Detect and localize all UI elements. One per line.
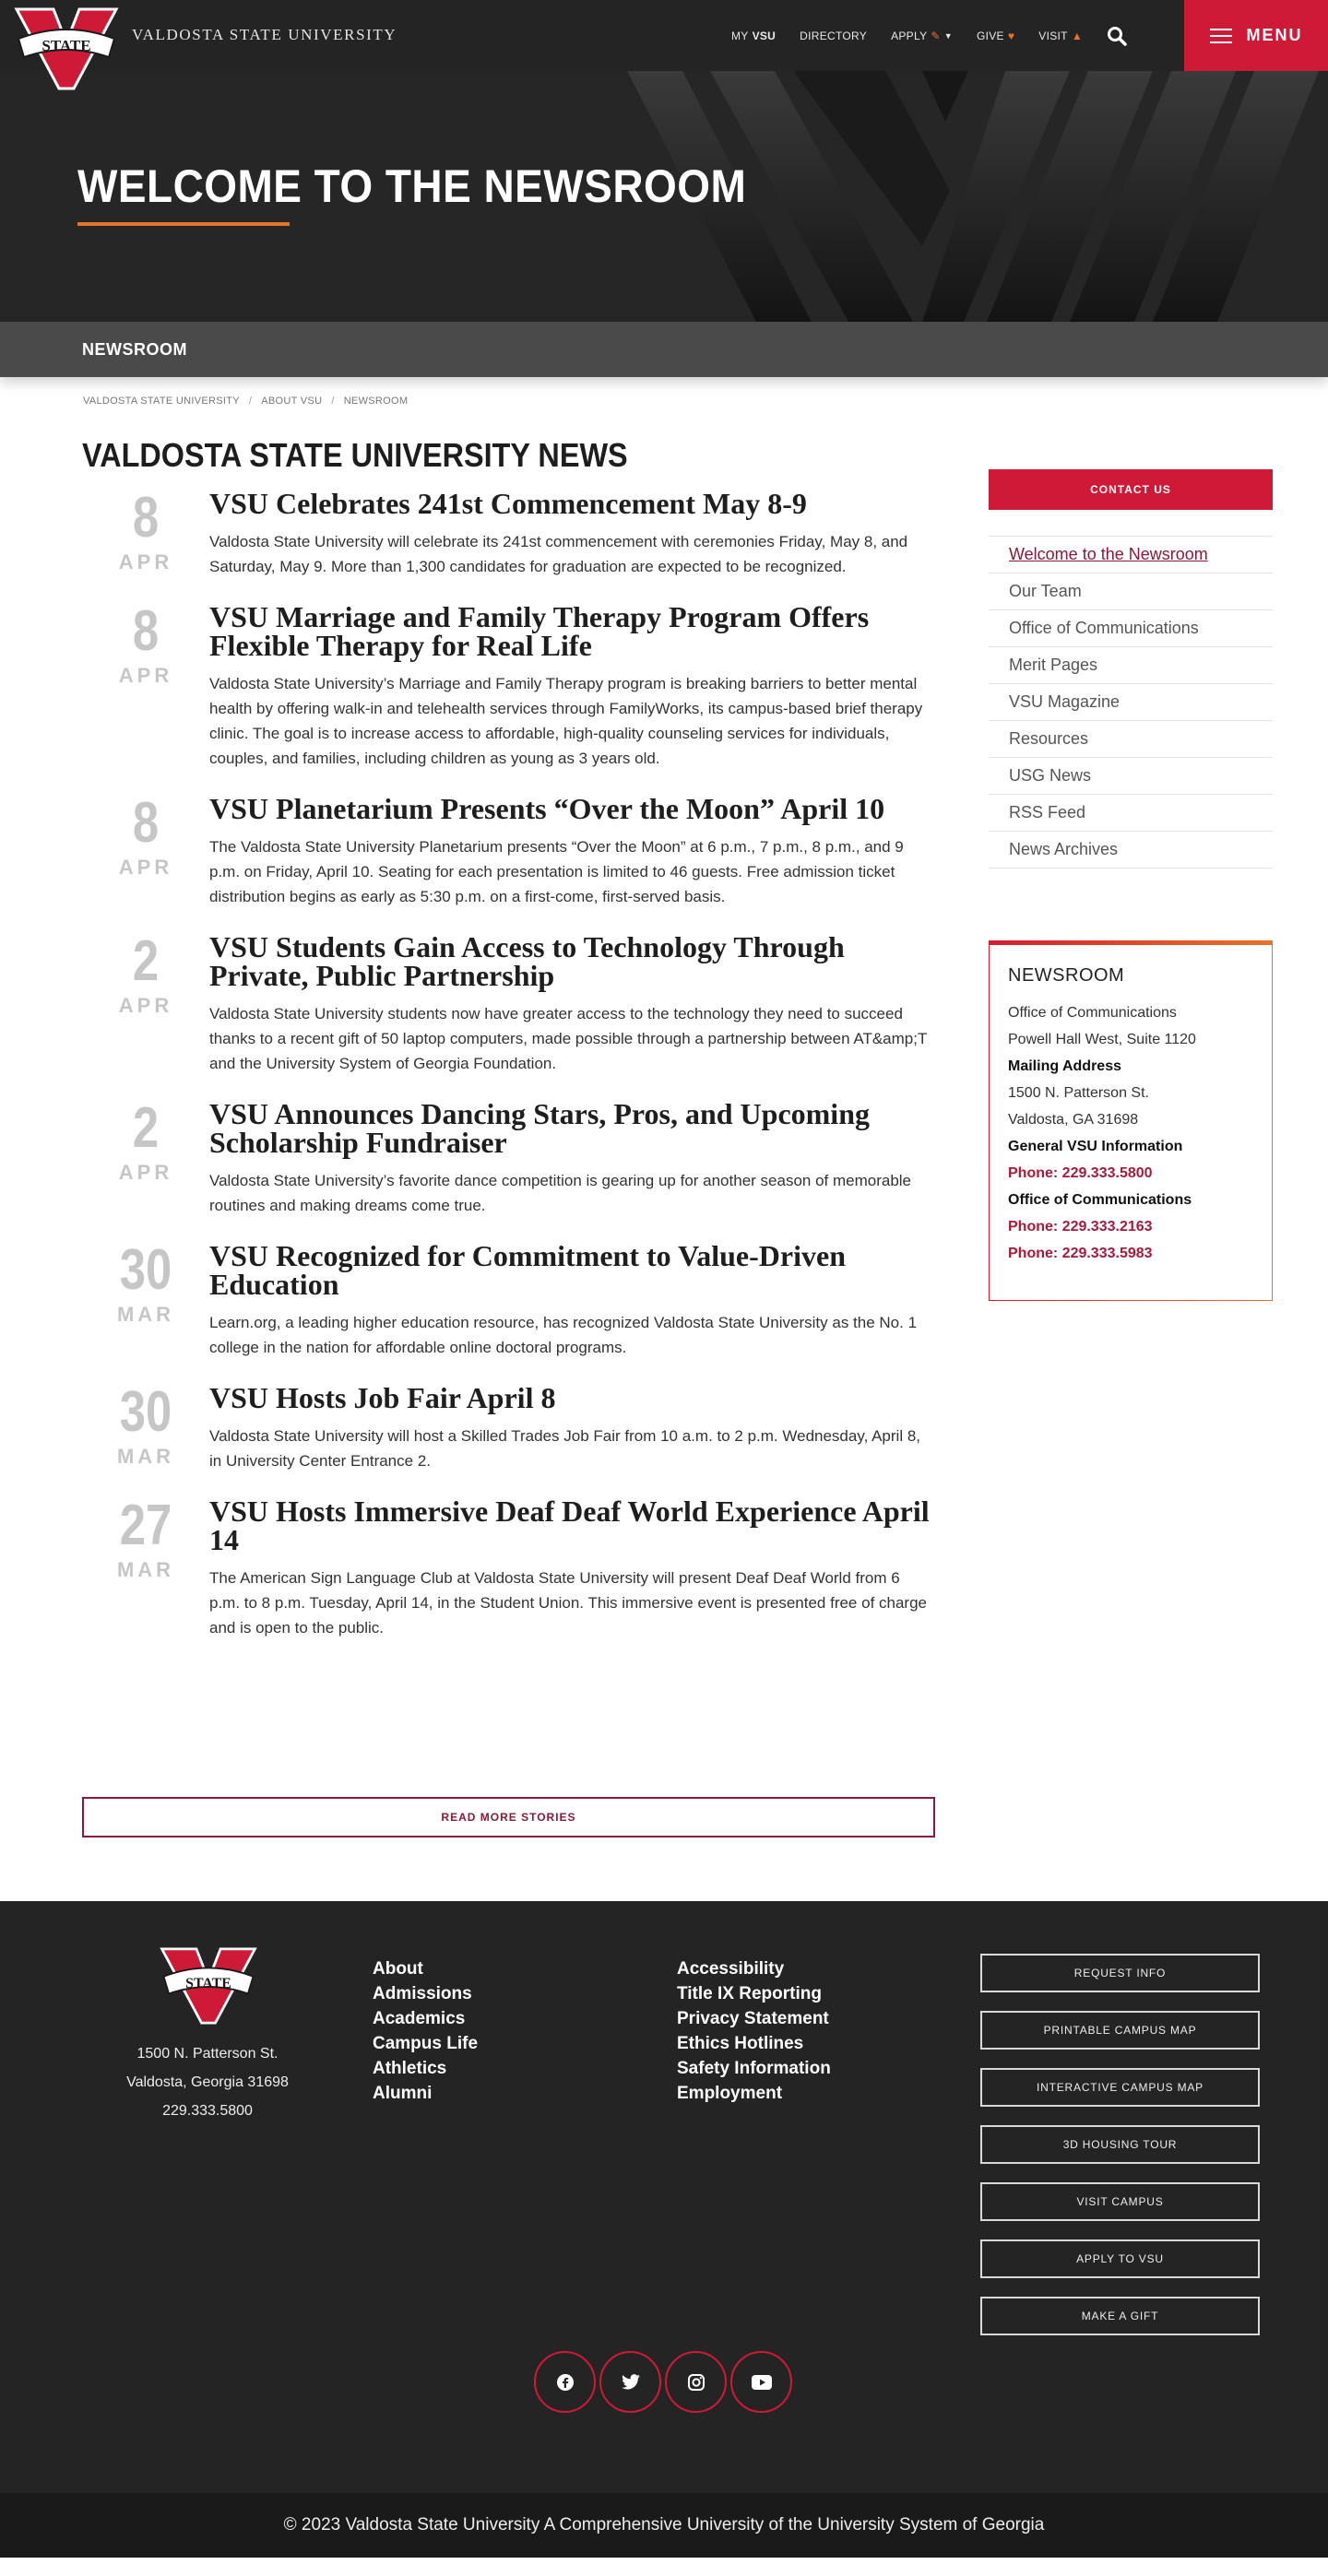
- title-underline: [77, 222, 290, 226]
- footer: [0, 1901, 1328, 2493]
- news-story: [82, 1096, 935, 1218]
- sidebar-item-our-team[interactable]: Our Team: [989, 573, 1273, 610]
- twitter-icon[interactable]: [599, 2351, 661, 2413]
- story-teaser: The American Sign Language Club at Valdosta State University will present Deaf Deaf World from 6 p.m. to 8 p.m. Tuesday, April 14, in the Student Union. This immersive event is presented free of charge and is open to the public.: [209, 1569, 927, 1637]
- university-name[interactable]: VALDOSTA STATE UNIVERSITY: [132, 26, 397, 43]
- page-title: WELCOME TO THE NEWSROOM: [77, 160, 747, 212]
- top-navigation-bar: [0, 0, 1328, 71]
- office-name: Office of Communications: [1008, 1005, 1177, 1021]
- newsroom-contact-box: [989, 940, 1273, 1301]
- story-teaser: Valdosta State University will host a Skilled Trades Job Fair from 10 a.m. to 2 p.m. Wednesday, April 8, in University Center Entrance 2.: [209, 1427, 921, 1470]
- sidebar-item-news-archives[interactable]: News Archives: [989, 832, 1273, 869]
- footer-link-admissions[interactable]: Admissions: [373, 1984, 472, 2003]
- contact-us-button[interactable]: CONTACT US: [989, 469, 1273, 510]
- breadcrumb-separator: /: [248, 396, 253, 407]
- facebook-icon[interactable]: [534, 2351, 596, 2413]
- apply-link[interactable]: APPLY ✎ ▼: [891, 29, 953, 42]
- office-suite: Powell Hall West, Suite 1120: [1008, 1032, 1196, 1047]
- footer-link-ethics[interactable]: Ethics Hotlines: [677, 2034, 804, 2053]
- communications-phone-link[interactable]: Phone: 229.333.2163: [1008, 1219, 1153, 1235]
- v-state-logo-icon: [155, 1947, 262, 2025]
- search-icon[interactable]: [1107, 26, 1127, 46]
- section-bar: [0, 322, 1328, 377]
- story-date: [82, 1494, 209, 1640]
- footer-city: Valdosta, Georgia 31698: [126, 2074, 289, 2090]
- news-story: [82, 486, 935, 579]
- footer-action-buttons: [980, 1954, 1260, 2354]
- story-date: [82, 791, 209, 909]
- footer-link-academics[interactable]: Academics: [373, 2009, 466, 2028]
- story-title-link[interactable]: VSU Announces Dancing Stars, Pros, and Upcoming Scholarship Fundraiser: [209, 1097, 870, 1159]
- visit-link[interactable]: VISIT ▲: [1038, 29, 1083, 42]
- story-date: [82, 1380, 209, 1473]
- sidebar-nav: [989, 536, 1273, 869]
- building-icon: ▲: [1071, 29, 1083, 42]
- story-teaser: The Valdosta State University Planetarium presents “Over the Moon” at 6 p.m., 7 p.m., 8 p.m., and 9 p.m. on Friday, April 10. Seating for each presentation is limited to 46 guests. Free admission ticket distribution begins as early as 5:30 p.m. on a first-come, first-served basis.: [209, 838, 904, 905]
- general-phone-link[interactable]: Phone: 229.333.5800: [1008, 1165, 1153, 1181]
- printable-map-button[interactable]: PRINTABLE CAMPUS MAP: [980, 2011, 1260, 2050]
- story-teaser: Valdosta State University will celebrate its 241st commencement with ceremonies Friday, May 8, and Saturday, May 9. More than 1,300 candidates for graduation are expected to be recognized.: [209, 533, 908, 575]
- hero-banner: [0, 71, 1328, 322]
- breadcrumb-item-current: NEWSROOM: [343, 396, 409, 407]
- mailing-address-label: Mailing Address: [1008, 1058, 1121, 1074]
- hamburger-icon: [1210, 29, 1232, 43]
- communications-phone-link-2[interactable]: Phone: 229.333.5983: [1008, 1246, 1153, 1261]
- logo-text: STATE: [42, 37, 91, 54]
- story-title-link[interactable]: VSU Students Gain Access to Technology Through Private, Public Partnership: [209, 930, 845, 992]
- story-day: 8: [132, 486, 160, 549]
- general-info-label: General VSU Information: [1008, 1139, 1183, 1154]
- footer-link-athletics[interactable]: Athletics: [373, 2059, 447, 2078]
- story-day: 30: [119, 1238, 172, 1302]
- story-day: 30: [119, 1380, 172, 1444]
- apply-button[interactable]: APPLY TO VSU: [980, 2239, 1260, 2278]
- edit-icon: ✎: [931, 29, 941, 42]
- story-day: 8: [132, 791, 160, 855]
- copyright-bar: [0, 2493, 1328, 2558]
- story-month: MAR: [116, 1558, 175, 1581]
- story-date: [82, 1096, 209, 1218]
- mailing-street: 1500 N. Patterson St.: [1008, 1085, 1149, 1101]
- story-month: APR: [118, 550, 173, 573]
- footer-logo-text: STATE: [185, 1975, 231, 1991]
- footer-logo[interactable]: [155, 1947, 262, 2025]
- sidebar-item-usg-news[interactable]: USG News: [989, 758, 1273, 795]
- section-bar-label[interactable]: NEWSROOM: [82, 339, 187, 359]
- footer-link-title-ix[interactable]: Title IX Reporting: [677, 1984, 822, 2003]
- copyright-text: © 2023 Valdosta State University A Comprehensive University of the University System of Georgia: [283, 2515, 1045, 2535]
- story-month: APR: [118, 856, 173, 879]
- story-date: [82, 929, 209, 1076]
- story-day: 2: [132, 929, 160, 993]
- story-month: APR: [118, 1161, 173, 1184]
- story-date: [82, 1238, 209, 1360]
- story-day: 27: [119, 1494, 172, 1557]
- footer-links-secondary: [677, 1956, 831, 2106]
- story-month: APR: [118, 994, 173, 1017]
- story-teaser: Valdosta State University students now have greater access to the technology they need to succeed thanks to a recent gift of 50 laptop computers, made possible through a partnership between AT&amp;T and the University System of Georgia Foundation.: [209, 1005, 928, 1072]
- footer-street: 1500 N. Patterson St.: [136, 2046, 279, 2062]
- story-month: APR: [118, 664, 173, 687]
- caret-down-icon: ▼: [943, 30, 953, 41]
- read-more-button[interactable]: READ MORE STORIES: [82, 1797, 935, 1837]
- story-title-link[interactable]: VSU Hosts Immersive Deaf Deaf World Experience April 14: [209, 1495, 930, 1556]
- sidebar-item-vsu-magazine[interactable]: VSU Magazine: [989, 684, 1273, 721]
- news-story: [82, 1380, 935, 1473]
- story-date: [82, 599, 209, 771]
- vsu-logo[interactable]: [13, 7, 120, 90]
- utility-navigation: [731, 0, 1127, 71]
- story-date: [82, 486, 209, 579]
- sidebar-item-merit-pages[interactable]: Merit Pages: [989, 647, 1273, 684]
- story-month: MAR: [116, 1445, 175, 1468]
- housing-tour-button[interactable]: 3D HOUSING TOUR: [980, 2125, 1260, 2164]
- sidebar-item-resources[interactable]: Resources: [989, 721, 1273, 758]
- sidebar-item-welcome[interactable]: Welcome to the Newsroom: [989, 537, 1273, 573]
- footer-link-employment[interactable]: Employment: [677, 2084, 783, 2103]
- story-title-link[interactable]: VSU Planetarium Presents “Over the Moon” April 10: [209, 792, 885, 825]
- v-state-logo-icon: [13, 7, 120, 90]
- instagram-icon[interactable]: [665, 2351, 727, 2413]
- breadcrumb-item-about[interactable]: ABOUT VSU: [261, 396, 323, 407]
- footer-link-campus-life[interactable]: Campus Life: [373, 2034, 479, 2053]
- story-day: 8: [132, 599, 160, 663]
- footer-link-accessibility[interactable]: Accessibility: [677, 1959, 785, 1979]
- gift-icon: ♥: [1007, 29, 1015, 42]
- story-month: MAR: [116, 1303, 175, 1326]
- youtube-icon[interactable]: [730, 2351, 792, 2413]
- main-content: [0, 432, 1328, 1901]
- story-teaser: Valdosta State University’s Marriage and Family Therapy program is breaking barriers to better mental health by offering walk-in and telehealth services through FamilyWorks, its campus-based brief therapy clinic. The goal is to increase access to affordable, high-quality counseling services for individuals, couples, and families, including children as young as 3 years old.: [209, 675, 923, 767]
- story-title-link[interactable]: VSU Marriage and Family Therapy Program Offers Flexible Therapy for Real Life: [209, 600, 870, 662]
- story-title-link[interactable]: VSU Hosts Job Fair April 8: [209, 1381, 556, 1414]
- interactive-map-button[interactable]: INTERACTIVE CAMPUS MAP: [980, 2068, 1260, 2107]
- footer-link-about[interactable]: About: [373, 1959, 423, 1979]
- news-list: [82, 432, 935, 1640]
- give-link[interactable]: GIVE ♥: [976, 29, 1015, 42]
- directory-link[interactable]: DIRECTORY: [800, 29, 868, 42]
- visit-campus-button[interactable]: VISIT CAMPUS: [980, 2182, 1260, 2221]
- news-heading: VALDOSTA STATE UNIVERSITY NEWS: [82, 436, 628, 474]
- communications-label: Office of Communications: [1008, 1192, 1192, 1208]
- make-gift-button[interactable]: MAKE A GIFT: [980, 2297, 1260, 2335]
- news-story: [82, 1238, 935, 1360]
- breadcrumb-item-home[interactable]: VALDOSTA STATE UNIVERSITY: [83, 396, 240, 407]
- footer-link-privacy[interactable]: Privacy Statement: [677, 2009, 829, 2028]
- news-story: [82, 1494, 935, 1640]
- mailing-city: Valdosta, GA 31698: [1008, 1112, 1139, 1128]
- news-story: [82, 791, 935, 909]
- sidebar-item-rss-feed[interactable]: RSS Feed: [989, 795, 1273, 832]
- story-day: 2: [132, 1096, 160, 1160]
- footer-link-alumni[interactable]: Alumni: [373, 2084, 433, 2103]
- sidebar-item-office-of-communications[interactable]: Office of Communications: [989, 610, 1273, 647]
- menu-button[interactable]: MENU: [1184, 0, 1328, 71]
- sidebar: [989, 469, 1273, 1301]
- request-info-button[interactable]: REQUEST INFO: [980, 1954, 1260, 1992]
- info-box-title: NEWSROOM: [1008, 965, 1125, 986]
- story-teaser: Learn.org, a leading higher education resource, has recognized Valdosta State University as the No. 1 college in the nation for affordable online doctoral programs.: [209, 1314, 918, 1356]
- footer-phone-link[interactable]: 229.333.5800: [162, 2103, 253, 2119]
- footer-link-safety[interactable]: Safety Information: [677, 2059, 831, 2078]
- story-title-link[interactable]: VSU Celebrates 241st Commencement May 8-9: [209, 487, 807, 520]
- news-story: [82, 599, 935, 771]
- footer-address: [83, 2039, 332, 2125]
- breadcrumb: [0, 377, 1328, 432]
- my-vsu-link[interactable]: MY VSU: [730, 29, 777, 42]
- breadcrumb-separator: /: [331, 396, 335, 407]
- story-teaser: Valdosta State University’s favorite dance competition is gearing up for another season of memorable routines and making dreams come true.: [209, 1172, 912, 1214]
- social-links: [534, 2351, 792, 2413]
- footer-links-primary: [373, 1956, 478, 2106]
- news-story: [82, 929, 935, 1076]
- story-title-link[interactable]: VSU Recognized for Commitment to Value-Driven Education: [209, 1239, 846, 1301]
